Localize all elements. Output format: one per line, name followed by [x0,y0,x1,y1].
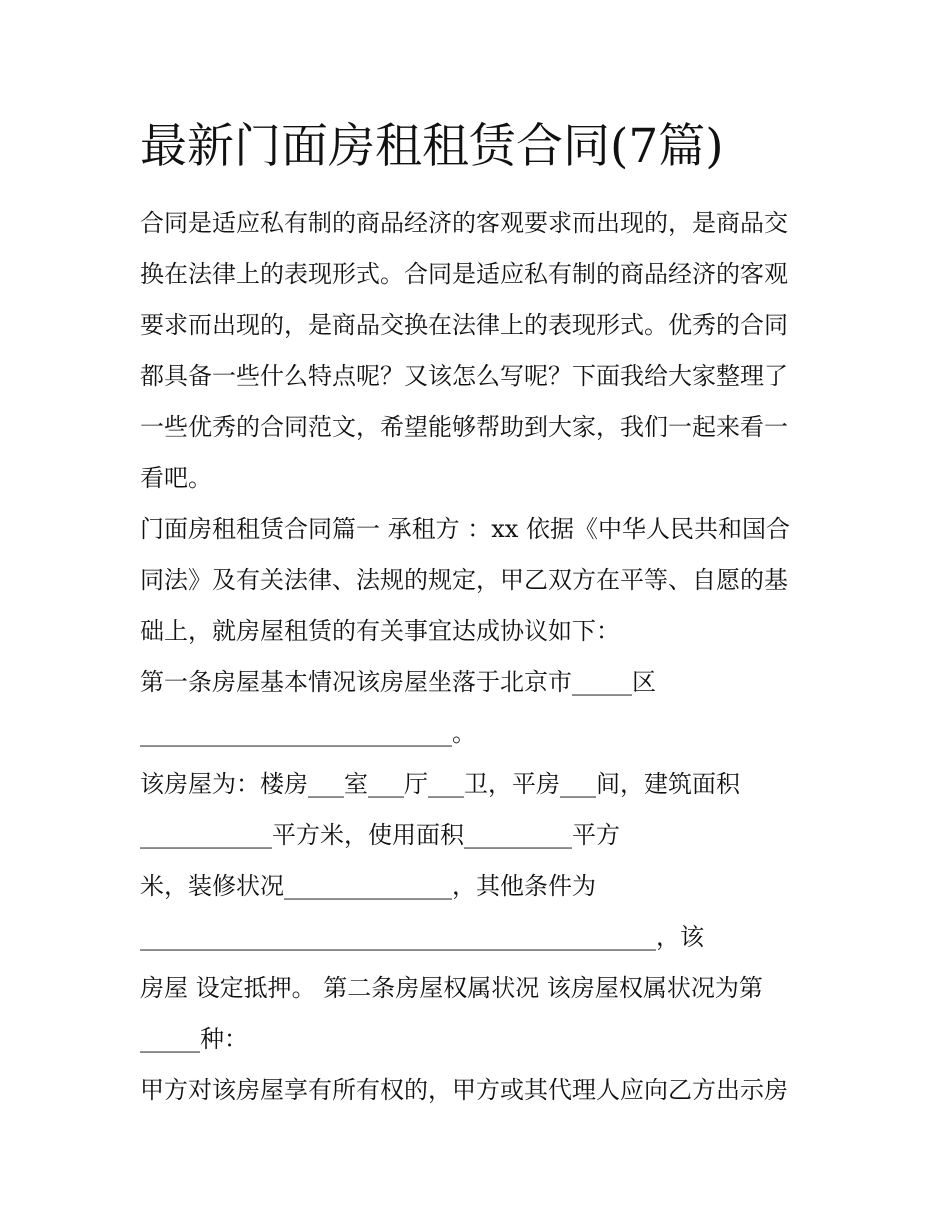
body-line: 门面房租租赁合同篇一 承租方 ：xx 依据《中华人民共和国合 [140,515,790,543]
body-line: 合同是适应私有制的商品经济的客观要求而出现的，是商品交 [140,209,788,237]
body-line: _____种： [140,1025,248,1053]
body-line: ___________平方米，使用面积_________平方 [140,821,620,849]
body-line: 该房屋为：楼房___室___厅___卫，平房___间，建筑面积 [140,770,740,798]
body-line: 看吧。 [140,464,212,492]
document-body [140,198,820,1116]
body-line: 米，装修状况______________，其他条件为 [140,872,596,900]
body-line: 第一条房屋基本情况该房屋坐落于北京市_____区 [140,668,656,696]
body-line: 都具备一些什么特点呢？又该怎么写呢？下面我给大家整理了 [140,362,788,390]
body-line: 一些优秀的合同范文，希望能够帮助到大家，我们一起来看一 [140,413,788,441]
body-line: 础上，就房屋租赁的有关事宜达成协议如下： [140,617,620,645]
body-line: 要求而出现的，是商品交换在法律上的表现形式。优秀的合同 [140,311,788,339]
body-line: ___________________________________________，该 [140,923,704,951]
body-line: __________________________。 [140,719,476,747]
body-line: 同法》及有关法律、法规的规定，甲乙双方在平等、自愿的基 [140,566,788,594]
body-line: 甲方对该房屋享有所有权的，甲方或其代理人应向乙方出示房 [140,1076,788,1104]
body-line: 房屋 设定抵押。 第二条房屋权属状况 该房屋权属状况为第 [140,974,763,1002]
body-line: 换在法律上的表现形式。合同是适应私有制的商品经济的客观 [140,260,788,288]
document-title: 最新门面房租租赁合同(7篇) [140,119,724,174]
